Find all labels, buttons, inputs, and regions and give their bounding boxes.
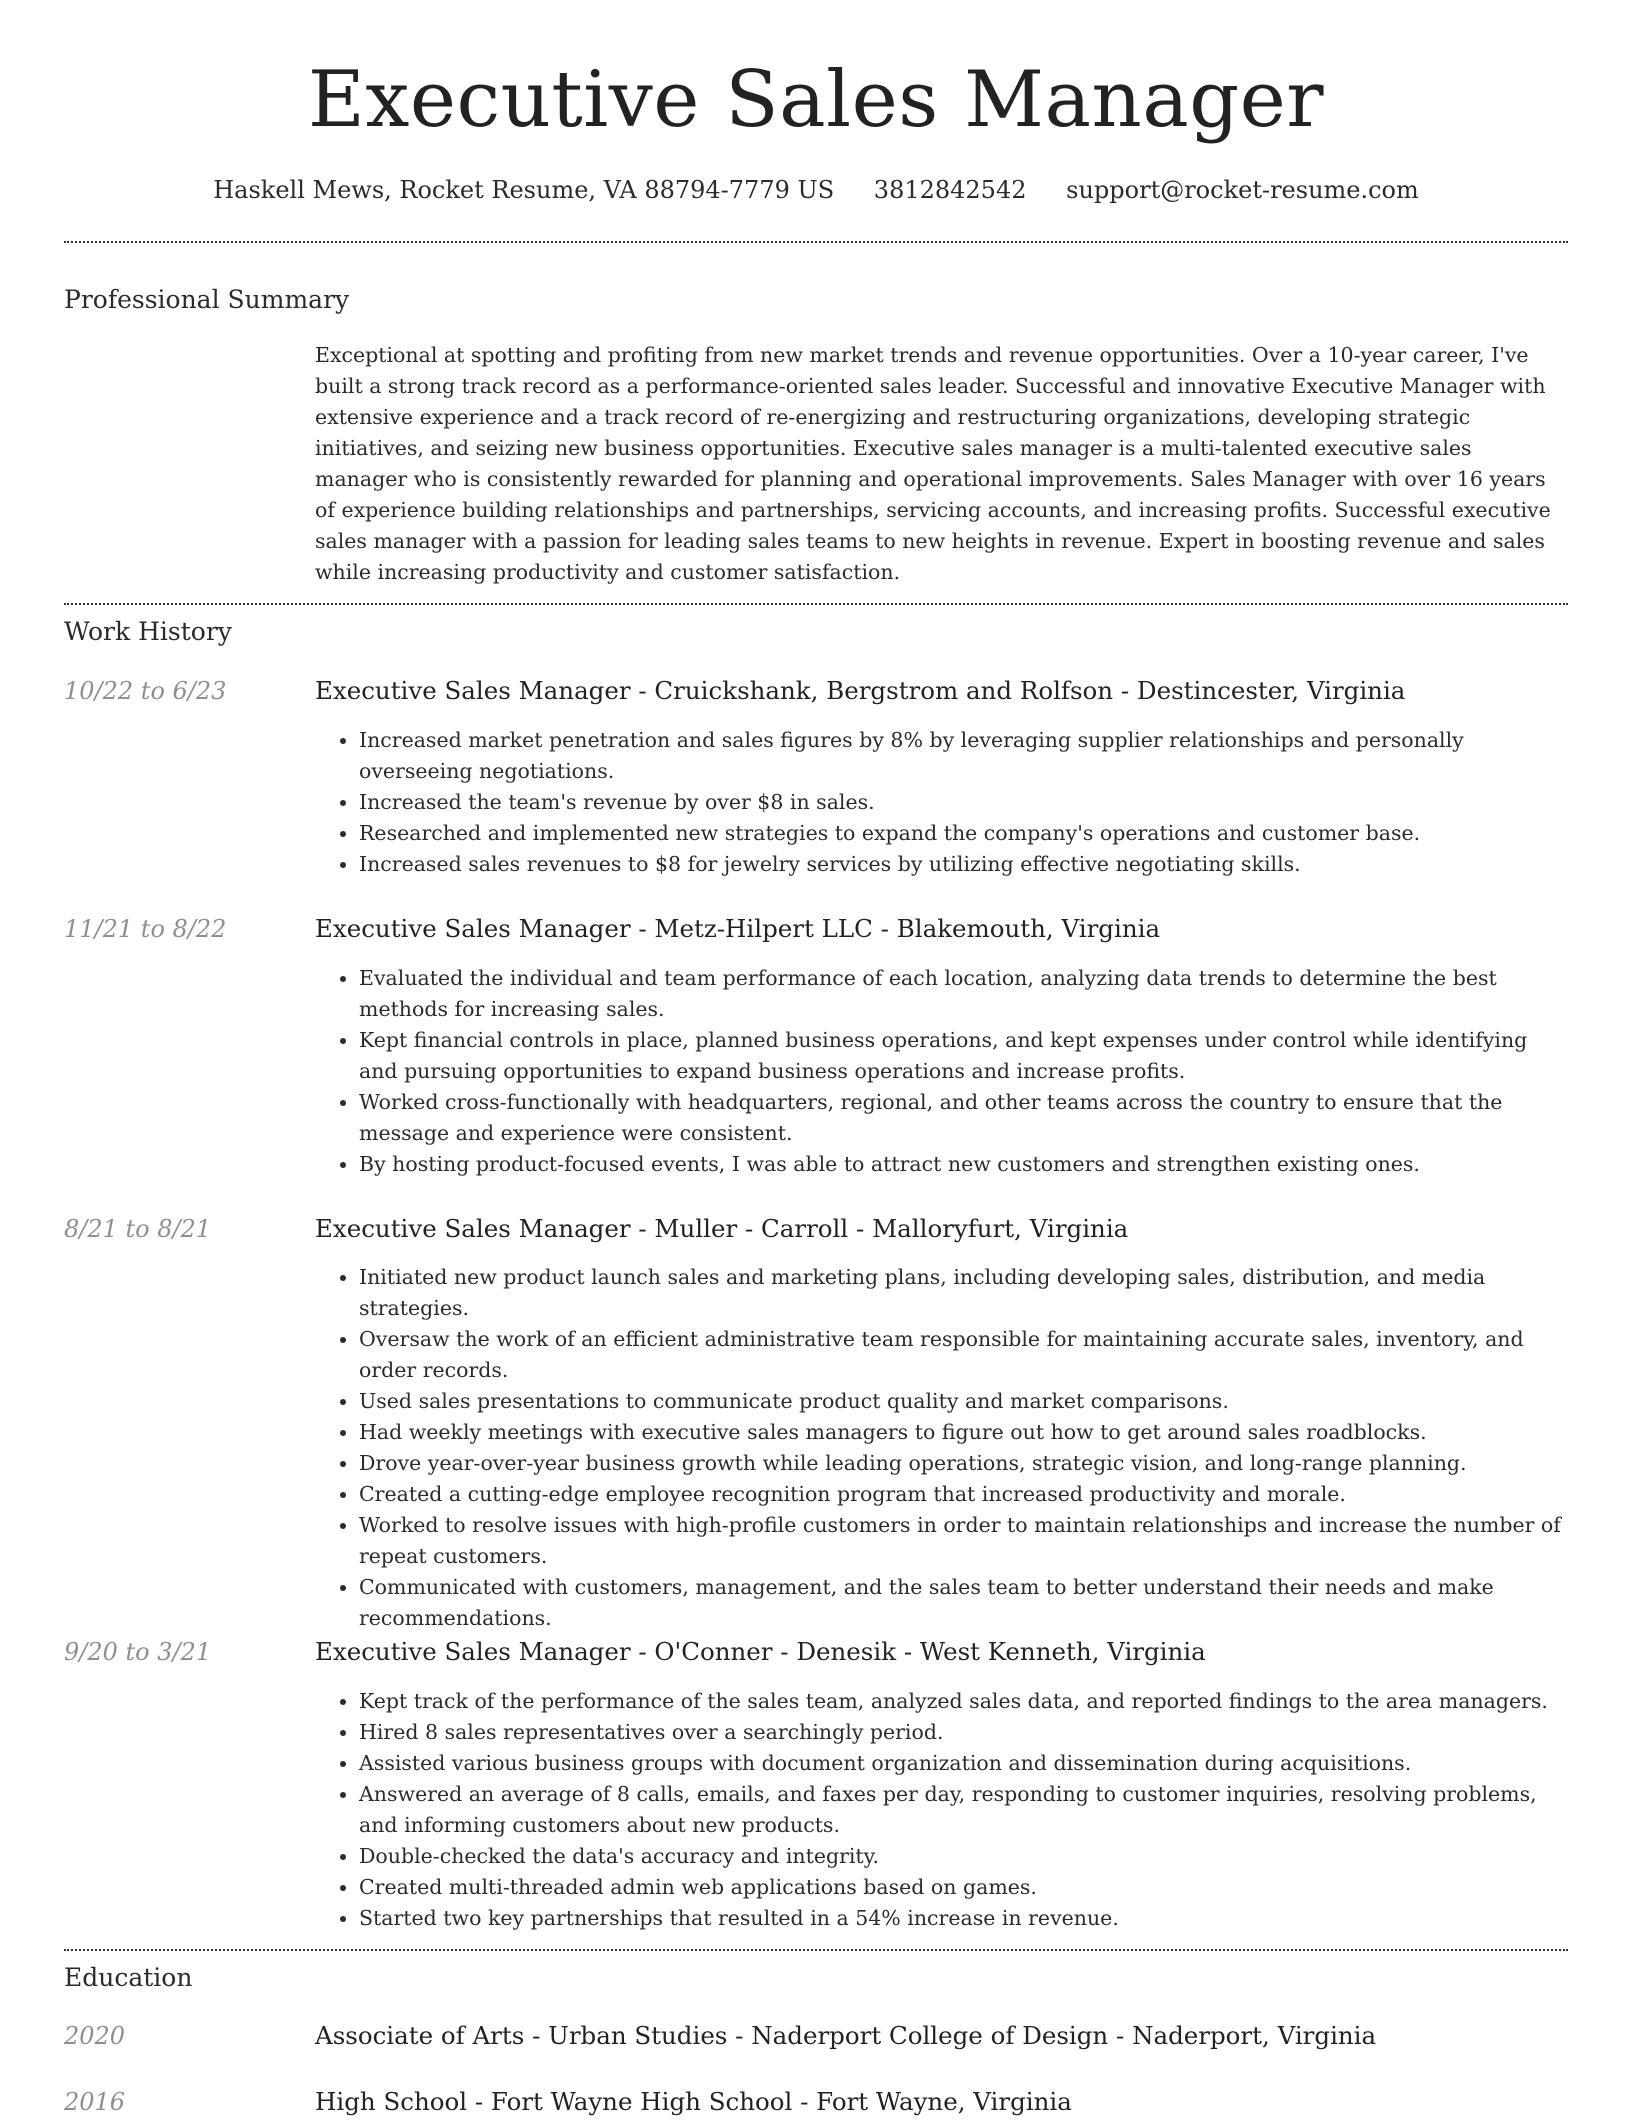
job-bullet: • Worked to resolve issues with high-profile customers in order to maintain relationships and increase the number of repeat customers. xyxy=(359,1510,1568,1572)
job-bullet: • Used sales presentations to communicate product quality and market comparisons. xyxy=(359,1386,1568,1417)
job-dates: 8/21 to 8/21 xyxy=(64,1215,212,1243)
job-bullet: • Answered an average of 8 calls, emails, and faxes per day, responding to customer inquiries, resolving problems, and informing customers about new products. xyxy=(359,1779,1568,1841)
job-bullet: • Had weekly meetings with executive sales managers to figure out how to get around sales roadblocks. xyxy=(359,1417,1568,1448)
job-bullet: • Created multi-threaded admin web applications based on games. xyxy=(359,1872,1568,1903)
header-divider xyxy=(64,241,1568,243)
job-bullet: • Kept track of the performance of the sales team, analyzed sales data, and reported findings to the area managers. xyxy=(359,1686,1568,1717)
job-bullets xyxy=(315,963,1568,1180)
job-title: Executive Sales Manager - Muller - Carroll - Malloryfurt, Virginia xyxy=(315,1214,1129,1243)
job-bullet: • Double-checked the data's accuracy and integrity. xyxy=(359,1841,1568,1872)
job-bullet: • Worked cross-functionally with headquarters, regional, and other teams across the country to ensure that the message and experience were consistent. xyxy=(359,1087,1568,1149)
job-title: Executive Sales Manager - O'Conner - Denesik - West Kenneth, Virginia xyxy=(315,1637,1206,1666)
summary-text: Exceptional at spotting and profiting from new market trends and revenue opportunities. Over a 10-year career, I've built a strong track record as a performance-oriented sales leader. Successful and innovative Executive Manager with extensive experience and a track record of re-energizing and restructuring organizations, developing strategic initiatives, and seizing new business opportunities. Executive sales manager is a multi-talented executive sales manager who is consistently rewarded for planning and operational improvements. Sales Manager with over 16 years of experience building relationships and partnerships, servicing accounts, and increasing profits. Successful executive sales manager with a passion for leading sales teams to new heights in revenue. Expert in boosting revenue and sales while increasing productivity and customer satisfaction. xyxy=(315,343,1551,584)
work-history-divider xyxy=(64,1949,1568,1951)
contact-address: Haskell Mews, Rocket Resume, VA 88794-7779 US xyxy=(213,176,835,204)
contact-phone: 3812842542 xyxy=(873,176,1027,204)
job-dates: 10/22 to 6/23 xyxy=(64,677,227,705)
job-dates: 11/21 to 8/22 xyxy=(64,915,227,943)
job-bullet: • Assisted various business groups with document organization and dissemination during acquisitions. xyxy=(359,1748,1568,1779)
job-bullet: • Initiated new product launch sales and marketing plans, including developing sales, distribution, and media strategies. xyxy=(359,1262,1568,1324)
job-bullet: • Kept financial controls in place, planned business operations, and kept expenses under control while identifying and pursuing opportunities to expand business operations and increase profits. xyxy=(359,1025,1568,1087)
job-dates: 9/20 to 3/21 xyxy=(64,1638,212,1666)
job-bullet: • Created a cutting-edge employee recognition program that increased productivity and morale. xyxy=(359,1479,1568,1510)
education-year: 2020 xyxy=(64,2022,126,2050)
job-bullet: • Researched and implemented new strategies to expand the company's operations and customer base. xyxy=(359,818,1568,849)
job-bullet: • Evaluated the individual and team performance of each location, analyzing data trends to determine the best methods for increasing sales. xyxy=(359,963,1568,1025)
contact-email: support@rocket-resume.com xyxy=(1066,176,1419,204)
job-bullet: • Hired 8 sales representatives over a searchingly period. xyxy=(359,1717,1568,1748)
job-bullet: • By hosting product-focused events, I was able to attract new customers and strengthen existing ones. xyxy=(359,1149,1568,1180)
education-title: High School - Fort Wayne High School - Fort Wayne, Virginia xyxy=(315,2087,1072,2116)
job-bullets xyxy=(315,1686,1568,1934)
job-bullet: • Oversaw the work of an efficient administrative team responsible for maintaining accurate sales, inventory, and order records. xyxy=(359,1324,1568,1386)
job-title: Executive Sales Manager - Cruickshank, Bergstrom and Rolfson - Destincester, Virginia xyxy=(315,676,1406,705)
section-title-work-history: Work History xyxy=(64,617,232,646)
job-bullet: • Increased the team's revenue by over $8 in sales. xyxy=(359,787,1568,818)
job-bullet: • Drove year-over-year business growth while leading operations, strategic vision, and long-range planning. xyxy=(359,1448,1568,1479)
job-bullet: • Communicated with customers, management, and the sales team to better understand their needs and make recommendations. xyxy=(359,1572,1568,1634)
job-bullet: • Started two key partnerships that resulted in a 54% increase in revenue. xyxy=(359,1903,1568,1934)
job-bullet: • Increased sales revenues to $8 for jewelry services by utilizing effective negotiating skills. xyxy=(359,849,1568,880)
section-title-summary: Professional Summary xyxy=(64,285,350,314)
job-bullets xyxy=(315,1262,1568,1634)
contact-line xyxy=(64,170,1568,210)
section-title-education: Education xyxy=(64,1963,193,1992)
resume-name: Executive Sales Manager xyxy=(307,55,1325,145)
summary-divider xyxy=(64,603,1568,605)
job-bullet: • Increased market penetration and sales figures by 8% by leveraging supplier relationships and personally overseeing negotiations. xyxy=(359,725,1568,787)
job-title: Executive Sales Manager - Metz-Hilpert LLC - Blakemouth, Virginia xyxy=(315,914,1161,943)
education-title: Associate of Arts - Urban Studies - Naderport College of Design - Naderport, Virginia xyxy=(315,2021,1377,2050)
job-bullets xyxy=(315,725,1568,880)
education-year: 2016 xyxy=(64,2088,126,2116)
